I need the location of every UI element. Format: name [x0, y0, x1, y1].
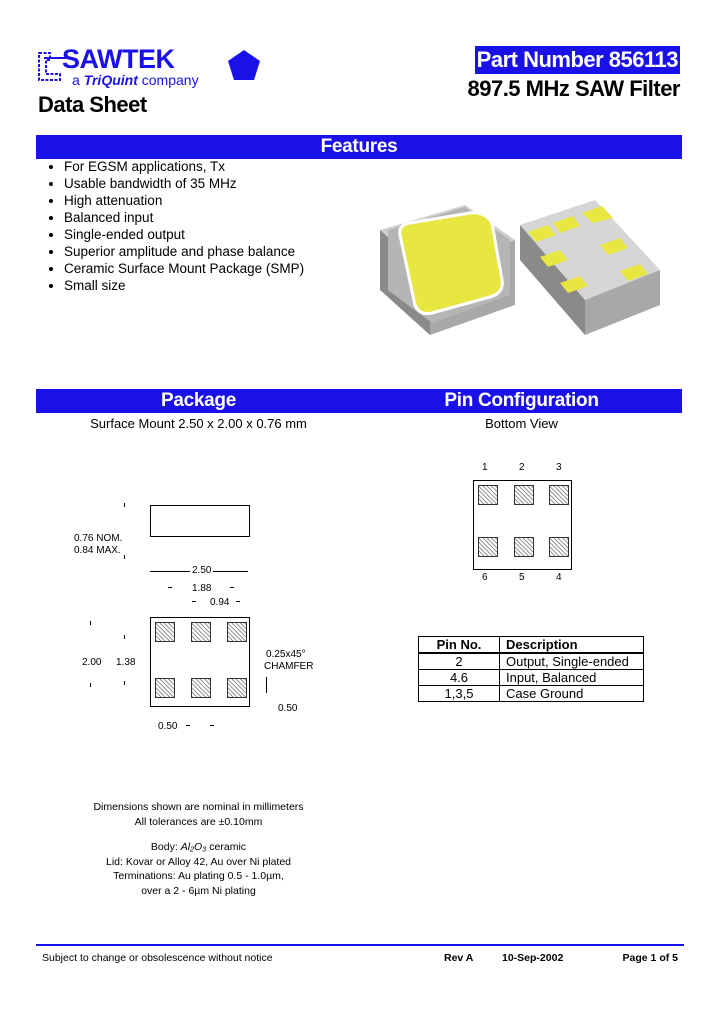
- pad-5: [191, 678, 211, 698]
- pin-pad-2: [514, 485, 534, 505]
- pin-table: [418, 636, 644, 702]
- dim-188: 1.88: [192, 583, 212, 594]
- pin-label-bottom: 6: [482, 572, 488, 583]
- dim-200: 2.00: [82, 657, 102, 668]
- brand-sub-suffix: company: [137, 72, 199, 88]
- footer-page: Page 1 of 5: [622, 952, 678, 964]
- dim-050-side: 0.50: [278, 703, 298, 714]
- feature-item: • Single-ended output: [64, 226, 304, 243]
- dim-tick: [186, 725, 190, 726]
- pin-config-subtitle: Bottom View: [485, 416, 558, 431]
- footer-date: 10-Sep-2002: [502, 952, 564, 964]
- pin-pad-3: [549, 485, 569, 505]
- chamfer-label-1: 0.25x45°: [266, 649, 306, 660]
- table-row: [419, 670, 644, 686]
- pin-no-cell: 1,3,5: [419, 686, 500, 702]
- pin-pad-4: [549, 537, 569, 557]
- dim-tick: [124, 635, 125, 639]
- dim-tick: [124, 681, 125, 685]
- package-top-view: [380, 205, 515, 335]
- brand-subtitle: [72, 72, 199, 88]
- pin-label-top: 1: [482, 462, 488, 473]
- pin-no-cell: 2: [419, 653, 500, 670]
- dim-050-bottom: 0.50: [158, 721, 178, 732]
- pentagon-logo-icon: [226, 48, 262, 82]
- feature-item: • Ceramic Surface Mount Package (SMP): [64, 260, 304, 277]
- pin-label-bottom: 5: [519, 572, 525, 583]
- doc-type: Data Sheet: [38, 92, 147, 117]
- package-heading: Package: [36, 389, 361, 413]
- feature-item: • For EGSM applications, Tx: [64, 158, 304, 175]
- dim-tick: [230, 587, 234, 588]
- note-line: All tolerances are ±0.10mm: [134, 815, 263, 828]
- package-subtitle: Surface Mount 2.50 x 2.00 x 0.76 mm: [90, 416, 307, 431]
- dim-tick: [236, 601, 240, 602]
- pin-no-header: Pin No.: [419, 637, 500, 654]
- feature-item: • Superior amplitude and phase balance: [64, 243, 304, 260]
- footer-rev: Rev A: [444, 952, 474, 964]
- package-notes: [36, 800, 361, 898]
- brand-sub-prefix: a: [72, 72, 84, 88]
- body-line: [36, 840, 361, 855]
- note-line: Dimensions shown are nominal in millimeters: [93, 801, 304, 813]
- side-view-outline: [150, 505, 250, 537]
- features-heading: Features: [36, 135, 682, 159]
- product-image: [370, 195, 670, 345]
- chamfer-label-2: CHAMFER: [264, 661, 314, 672]
- description-cell: Case Ground: [500, 686, 644, 702]
- brand-name: SAWTEK: [62, 44, 175, 74]
- dim-250: 2.50: [192, 565, 212, 576]
- dim-tick: [210, 725, 214, 726]
- body-value: Al₂O₃: [180, 841, 207, 853]
- pad-4: [227, 678, 247, 698]
- pin-diagram: [466, 462, 586, 587]
- feature-item: • Small size: [64, 277, 304, 294]
- description-cell: Output, Single-ended: [500, 653, 644, 670]
- pin-table-header: [419, 637, 644, 654]
- table-row: [419, 686, 644, 702]
- dim-tick: [90, 621, 91, 625]
- description-cell: Input, Balanced: [500, 670, 644, 686]
- pad-6: [155, 678, 175, 698]
- feature-item: • Balanced input: [64, 209, 304, 226]
- pin-pad-1: [478, 485, 498, 505]
- part-number: Part Number 856113: [476, 47, 678, 72]
- body-label: Body:: [150, 841, 181, 853]
- table-row: [419, 653, 644, 670]
- term-line-2: over a 2 - 6µm Ni plating: [141, 884, 256, 897]
- pin-label-bottom: 4: [556, 572, 562, 583]
- bottom-view-outline: [150, 617, 250, 707]
- dim-tick: [124, 555, 125, 559]
- pin-config-heading: Pin Configuration: [361, 389, 682, 413]
- pin-package-outline: [473, 480, 572, 570]
- dim-tick: [168, 587, 172, 588]
- feature-item: • Usable bandwidth of 35 MHz: [64, 175, 304, 192]
- brand-sub-italic: TriQuint: [83, 72, 138, 88]
- pad-3: [227, 622, 247, 642]
- package-bottom-view: [520, 200, 660, 335]
- pad-2: [191, 622, 211, 642]
- dim-076-nom: 0.76 NOM.: [74, 533, 123, 544]
- dim-tick: [192, 601, 196, 602]
- package-drawing: [60, 495, 360, 735]
- pad-1: [155, 622, 175, 642]
- pin-label-top: 2: [519, 462, 525, 473]
- dim-tick: [266, 677, 267, 693]
- body-suffix: ceramic: [206, 841, 247, 853]
- features-list: [10, 158, 304, 294]
- dim-tick: [124, 503, 125, 507]
- pin-label-top: 3: [556, 462, 562, 473]
- dim-094: 0.94: [210, 597, 230, 608]
- lid-line: Lid: Kovar or Alloy 42, Au over Ni plated: [105, 855, 292, 868]
- footer-notice: Subject to change or obsolescence without notice: [42, 952, 273, 964]
- dim-138: 1.38: [116, 657, 136, 668]
- dim-tick: [90, 683, 91, 687]
- pin-no-cell: 4.6: [419, 670, 500, 686]
- feature-item: • High attenuation: [64, 192, 304, 209]
- term-line: Terminations: Au plating 0.5 - 1.0µm,: [113, 870, 284, 882]
- description-header: Description: [500, 637, 644, 654]
- dim-084-max: 0.84 MAX.: [74, 545, 121, 556]
- sawtek-logo: [36, 46, 276, 90]
- pin-pad-6: [478, 537, 498, 557]
- product-title: 897.5 MHz SAW Filter: [467, 76, 680, 101]
- footer-rule: [36, 944, 684, 946]
- pin-pad-5: [514, 537, 534, 557]
